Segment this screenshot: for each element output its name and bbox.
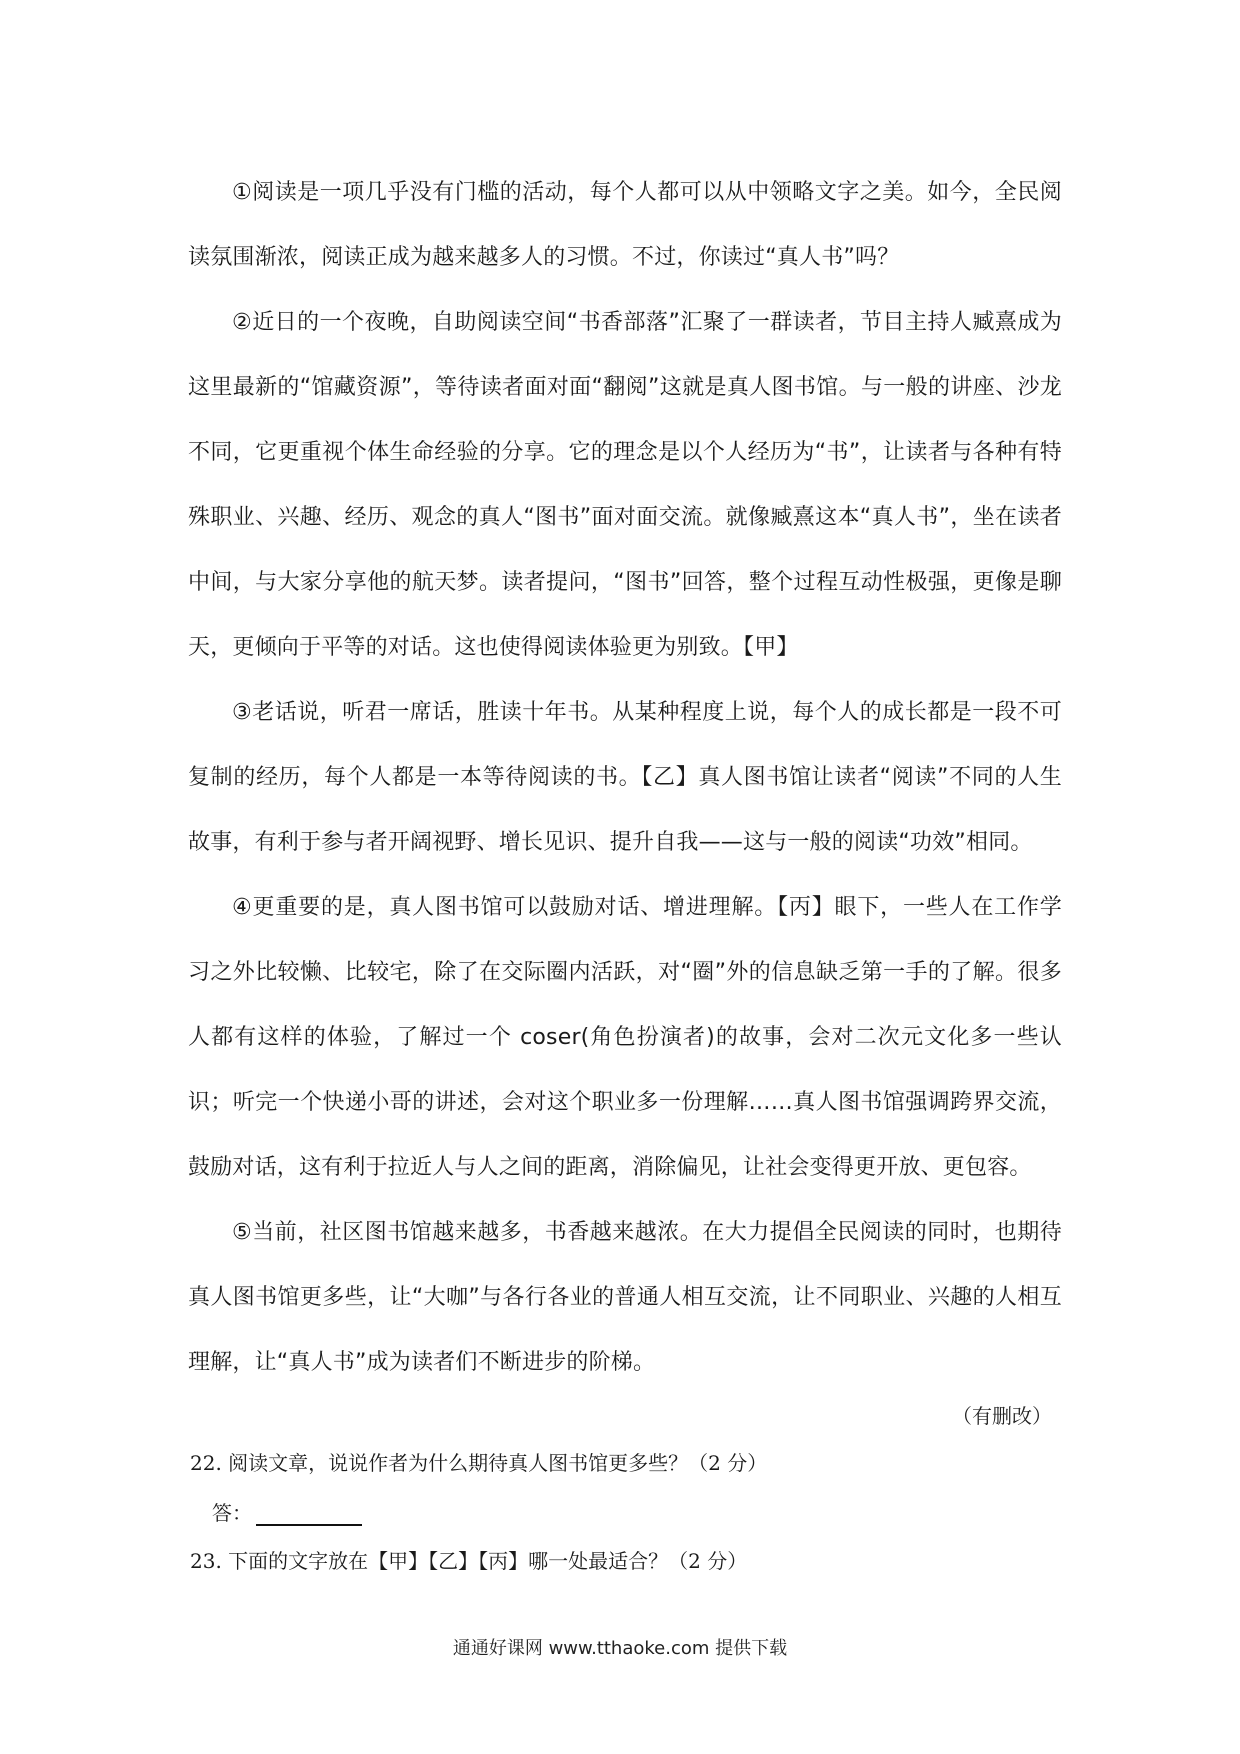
answer-22	[212, 1497, 362, 1526]
article-paragraph-4: ④更重要的是，真人图书馆可以鼓励对话、增进理解。【丙】眼下，一些人在工作学习之外比较懒、比较宅，除了在交际圈内活跃，对“圈”外的信息缺乏第一手的了解。很多人都有这样的体验，了解过一个 coser(角色扮演者)的故事，会对二次元文化多一些认识；听完一个快递小哥的讲述，会对这个职业多一份理解……真人图书馆强调跨界交流，鼓励对话，这有利于拉近人与人之间的距离，消除偏见，让社会变得更开放、更包容。	[188, 895, 1062, 1180]
question-22: 22. 阅读文章，说说作者为什么期待真人图书馆更多些？（2 分）	[190, 1451, 768, 1475]
article-paragraph-3: ③老话说，听君一席话，胜读十年书。从某种程度上说，每个人的成长都是一段不可复制的经历，每个人都是一本等待阅读的书。【乙】真人图书馆让读者“阅读”不同的人生故事，有利于参与者开阔视野、增长见识、提升自我——这与一般的阅读“功效”相同。	[188, 700, 1062, 855]
answer-label: 答：	[212, 1501, 252, 1525]
article-paragraph-5: ⑤当前，社区图书馆越来越多，书香越来越浓。在大力提倡全民阅读的同时，也期待真人图书馆更多些，让“大咖”与各行各业的普通人相互交流，让不同职业、兴趣的人相互理解，让“真人书”成为读者们不断进步的阶梯。	[188, 1220, 1062, 1375]
reading-article	[188, 160, 1062, 1395]
footer-credit: 通通好课网 www.tthaoke.com 提供下载	[452, 1638, 788, 1659]
question-23: 23. 下面的文字放在【甲】【乙】【丙】哪一处最适合？（2 分）	[190, 1549, 748, 1573]
article-paragraph-2: ②近日的一个夜晚，自助阅读空间“书香部落”汇聚了一群读者，节目主持人臧熹成为这里最新的“馆藏资源”，等待读者面对面“翻阅”这就是真人图书馆。与一般的讲座、沙龙不同，它更重视个体生命经验的分享。它的理念是以个人经历为“书”，让读者与各种有特殊职业、兴趣、经历、观念的真人“图书”面对面交流。就像臧熹这本“真人书”，坐在读者中间，与大家分享他的航天梦。读者提问，“图书”回答，整个过程互动性极强，更像是聊天，更倾向于平等的对话。这也使得阅读体验更为别致。【甲】	[188, 310, 1062, 660]
source-note: （有删改）	[952, 1404, 1052, 1428]
article-paragraph-1: ①阅读是一项几乎没有门槛的活动，每个人都可以从中领略文字之美。如今，全民阅读氛围渐浓，阅读正成为越来越多人的习惯。不过，你读过“真人书”吗？	[188, 180, 1062, 270]
answer-blank-line[interactable]	[256, 1502, 362, 1526]
